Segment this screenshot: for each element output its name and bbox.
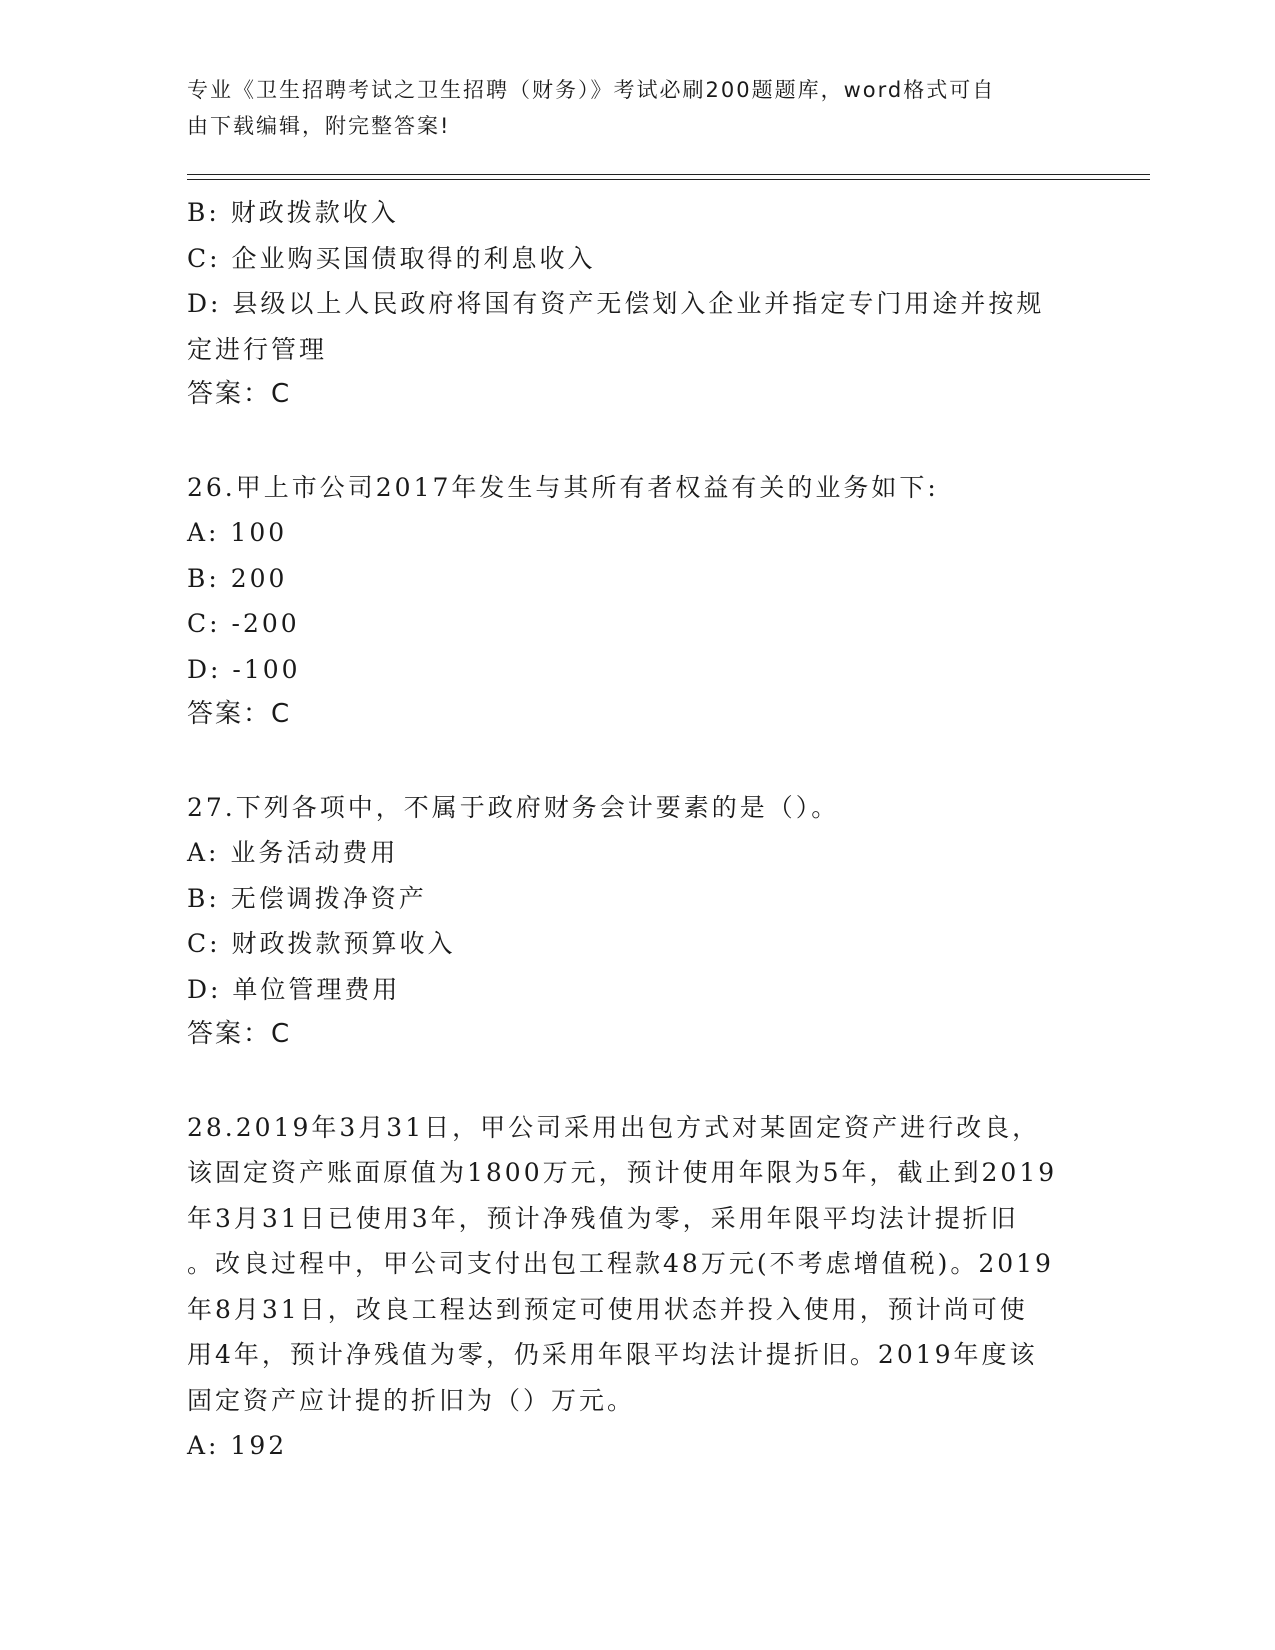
question-28 [187,1105,1087,1469]
option-d: D: 县级以上人民政府将国有资产无偿划入企业并指定专门用途并按规 [187,289,1045,318]
question-stem-line: 年8月31日，改良工程达到预定可使用状态并投入使用，预计尚可使 [187,1294,1028,1324]
option-c: C: -200 [187,609,300,638]
option-b: B: 无偿调拨净资产 [187,883,427,913]
question-stem-line: 该固定资产账面原值为1800万元，预计使用年限为5年，截止到2019 [187,1158,1058,1187]
option-d: D: -100 [187,654,301,684]
question-spacer [187,418,1087,465]
header-divider [187,174,1150,180]
header-title-line-1: 专业《卫生招聘考试之卫生招聘（财务）》考试必刷200题题库，word格式可自 [187,78,996,102]
question-27 [187,785,1087,1058]
option-d: D: 单位管理费用 [187,974,401,1004]
question-stem-line: 。改良过程中，甲公司支付出包工程款48万元(不考虑增值税)。2019 [187,1249,1054,1278]
question-spacer [187,1058,1087,1105]
question-content [187,190,1087,1469]
option-a: A: 192 [187,1431,288,1460]
answer-label: 答案：C [187,1019,292,1049]
question-stem: 26.甲上市公司2017年发生与其所有者权益有关的业务如下: [187,472,939,502]
option-b: B: 财政拨款收入 [187,198,399,227]
page-header [187,72,1087,144]
option-a: A: 业务活动费用 [187,838,399,867]
option-c: C: 财政拨款预算收入 [187,929,456,958]
question-25-options [187,190,1087,418]
option-b: B: 200 [187,563,288,593]
question-stem-line: 年3月31日已使用3年，预计净残值为零，采用年限平均法计提折旧 [187,1203,1019,1233]
option-c: C: 企业购买国债取得的利息收入 [187,243,596,273]
question-stem-line: 28.2019年3月31日，甲公司采用出包方式对某固定资产进行改良， [187,1112,1041,1142]
option-d-continued: 定进行管理 [187,334,328,364]
option-a: A: 100 [187,518,288,547]
question-spacer [187,738,1087,785]
answer-label: 答案：C [187,379,292,409]
answer-label: 答案：C [187,699,292,729]
question-stem-line: 固定资产应计提的折旧为（）万元。 [187,1385,636,1415]
question-stem-line: 用4年，预计净残值为零，仍采用年限平均法计提折旧。2019年度该 [187,1340,1038,1369]
question-stem: 27.下列各项中，不属于政府财务会计要素的是（）。 [187,792,840,822]
question-26 [187,465,1087,738]
header-title-line-2: 由下载编辑，附完整答案! [187,114,451,138]
